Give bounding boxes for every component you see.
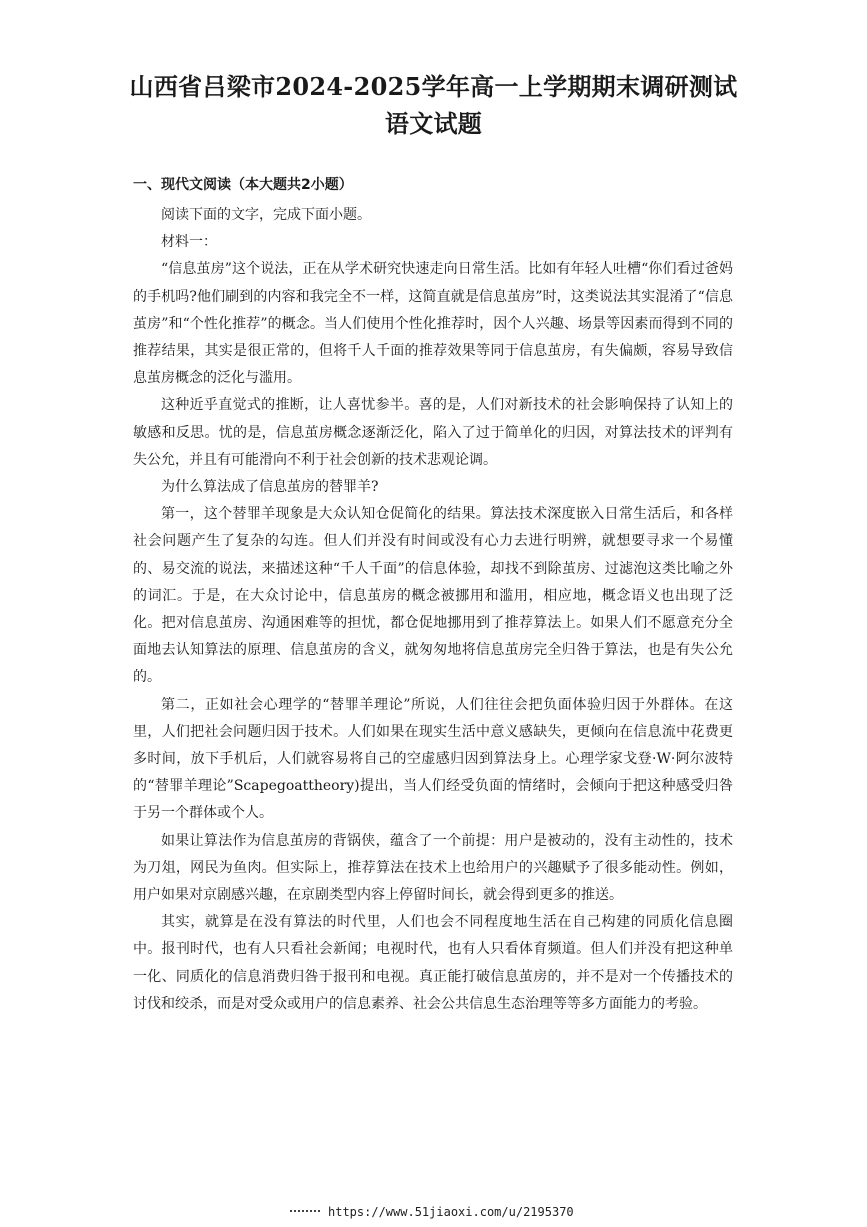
paragraph: 这种近乎直觉式的推断，让人喜忧参半。喜的是，人们对新技术的社会影响保持了认知上的敏感和反思。忧的是，信息茧房概念逐渐泛化，陷入了过于简单化的归因，对算法技术的评判有失公允，并且有可能滑向不利于社会创新的技术悲观论调。 [133,397,733,468]
material-label: 材料一： [161,234,217,251]
footer-watermark [290,1205,574,1219]
paragraph: 第一，这个替罪羊现象是大众认知仓促简化的结果。算法技术深度嵌入日常生活后，和各样社会问题产生了复杂的勾连。但人们并没有时间或没有心力去进行明辨，就想要寻求一个易懂的、易交流的说法，来描述这种“千人千面”的信息体验，却找不到除茧房、过滤泡这类比喻之外的词汇。于是，在大众讨论中，信息茧房的概念被挪用和滥用，相应地，概念语义也出现了泛化。把对信息茧房、沟通困难等的担忧，都仓促地挪用到了推荐算法上。如果人们不愿意充分全面地去认知算法的原理、信息茧房的含义，就匆匆地将信息茧房完全归咎于算法，也是有失公允的。 [133,506,733,686]
paragraph: 其实，就算是在没有算法的时代里，人们也会不同程度地生活在自己构建的同质化信息圈中。报刊时代，也有人只看社会新闻；电视时代，也有人只看体育频道。但人们并没有把这种单一化、同质化的信息消费归咎于报刊和电视。真正能打破信息茧房的，并不是对一个传播技术的讨伐和绞杀，而是对受众或用户的信息素养、社会公共信息生态治理等等多方面能力的考验。 [133,914,733,1012]
document-body [133,202,733,1018]
paragraph: “信息茧房”这个说法，正在从学术研究快速走向日常生活。比如有年轻人吐槽“你们看过爸妈的手机吗?他们刷到的内容和我完全不一样，这简直就是信息茧房”时，这类说法其实混淆了“信息茧房”和“个性化推荐”的概念。当人们使用个性化推荐时，因个人兴趣、场景等因素而得到不同的推荐结果，其实是很正常的，但将千人千面的推荐效果等同于信息茧房，有失偏颇，容易导致信息茧房概念的泛化与滥用。 [133,261,733,387]
paragraph: 如果让算法作为信息茧房的背锅侠，蕴含了一个前提：用户是被动的，没有主动性的，技术为刀俎，网民为鱼肉。但实际上，推荐算法在技术上也给用户的兴趣赋予了很多能动性。例如，用户如果对京剧感兴趣，在京剧类型内容上停留时间长，就会得到更多的推送。 [133,832,733,904]
paragraph: 为什么算法成了信息茧房的替罪羊? [161,479,379,496]
paragraph: 第二，正如社会心理学的“替罪羊理论”所说，人们往往会把负面体验归因于外群体。在这里，人们把社会问题归因于技术。人们如果在现实生活中意义感缺失，更倾向在信息流中花费更多时间，放下手机后，人们就容易将自己的空虚感归因到算法身上。心理学家戈登·W·阿尔波特的“替罪羊理论”Scapegoattheory)提出，当人们经受负面的情绪时，会倾向于把这种感受归咎于另一个群体或个人。 [133,696,733,822]
instruction-text: 阅读下面的文字，完成下面小题。 [161,207,371,223]
section-heading: 一、现代文阅读（本大题共2小题） [133,177,353,193]
document-title: 山西省吕梁市2024-2025学年高一上学期期末调研测试语文试题 [129,72,738,138]
footer-mark-icon [290,1210,320,1216]
footer-url[interactable]: https://www.51jiaoxi.com/u/2195370 [328,1205,574,1219]
